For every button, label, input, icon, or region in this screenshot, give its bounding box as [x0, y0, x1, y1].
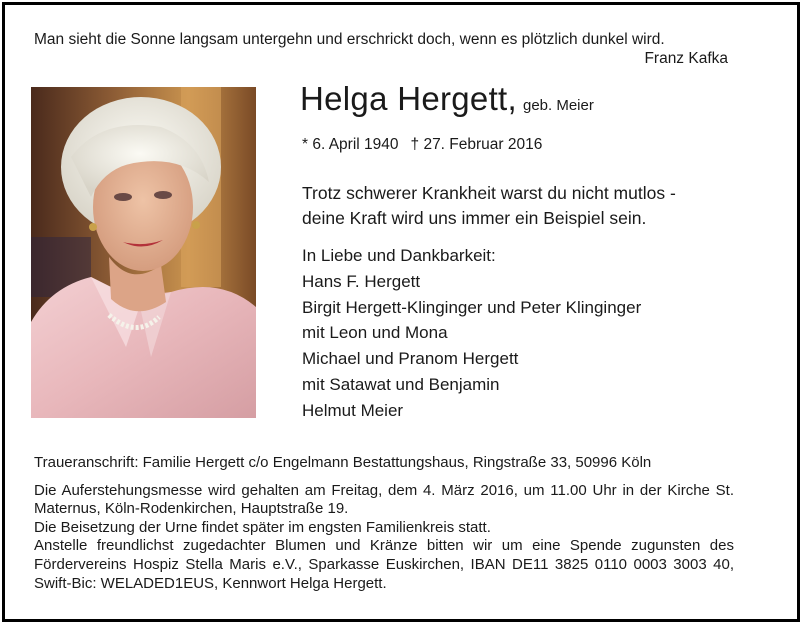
birth-date: * 6. April 1940: [302, 136, 399, 153]
portrait-photo: [31, 87, 256, 418]
mass-info: Die Auferstehungsmesse wird gehalten am Freitag, dem 4. März 2016, um 11.00 Uhr in der Kirche St. Maternus, Köln-Rodenkirchen, Hauptstraße 19.: [34, 481, 734, 518]
mourner-line: mit Leon und Mona: [302, 323, 448, 343]
birth-name: geb. Meier: [522, 97, 594, 114]
death-date: † 27. Februar 2016: [410, 136, 543, 153]
mourners-intro: In Liebe und Dankbarkeit:: [302, 246, 496, 265]
donation-info: Anstelle freundlichst zugedachter Blumen und Kränze bitten wir um eine Spende zugunsten des Fördervereins Hospiz Stella Maris e.V., Sparkasse Euskirchen, IBAN DE11 3825 0110 0003 3003 40, Swift-Bic: WELADED1EUS, Kennwort Helga Hergett.: [34, 537, 734, 592]
verse-line: Trotz schwerer Krankheit warst du nicht mutlos -: [302, 183, 676, 203]
quote-block: [34, 30, 728, 68]
name-heading: [300, 80, 594, 118]
mourning-address: Traueranschrift: Familie Hergett c/o Engelmann Bestattungshaus, Ringstraße 33, 50996 Köln: [34, 454, 652, 471]
footer-info: [34, 454, 734, 593]
verse: [302, 181, 676, 231]
quote-text: Man sieht die Sonne langsam untergehn und erschrickt doch, wenn es plötzlich dunkel wird.: [34, 31, 665, 48]
mourners-list: [302, 243, 641, 424]
quote-author: Franz Kafka: [644, 50, 728, 67]
mourner-line: Hans F. Hergett: [302, 271, 421, 291]
mourner-line: Helmut Meier: [302, 400, 404, 420]
verse-line: deine Kraft wird uns immer ein Beispiel sein.: [302, 208, 647, 228]
burial-info: Die Beisetzung der Urne findet später im engsten Familienkreis statt.: [34, 518, 491, 536]
life-dates: [302, 136, 554, 154]
deceased-name: Helga Hergett,: [300, 80, 517, 117]
mourner-line: mit Satawat und Benjamin: [302, 374, 500, 394]
mourner-line: Michael und Pranom Hergett: [302, 349, 519, 369]
mourner-line: Birgit Hergett-Klinginger und Peter Klinginger: [302, 297, 642, 317]
